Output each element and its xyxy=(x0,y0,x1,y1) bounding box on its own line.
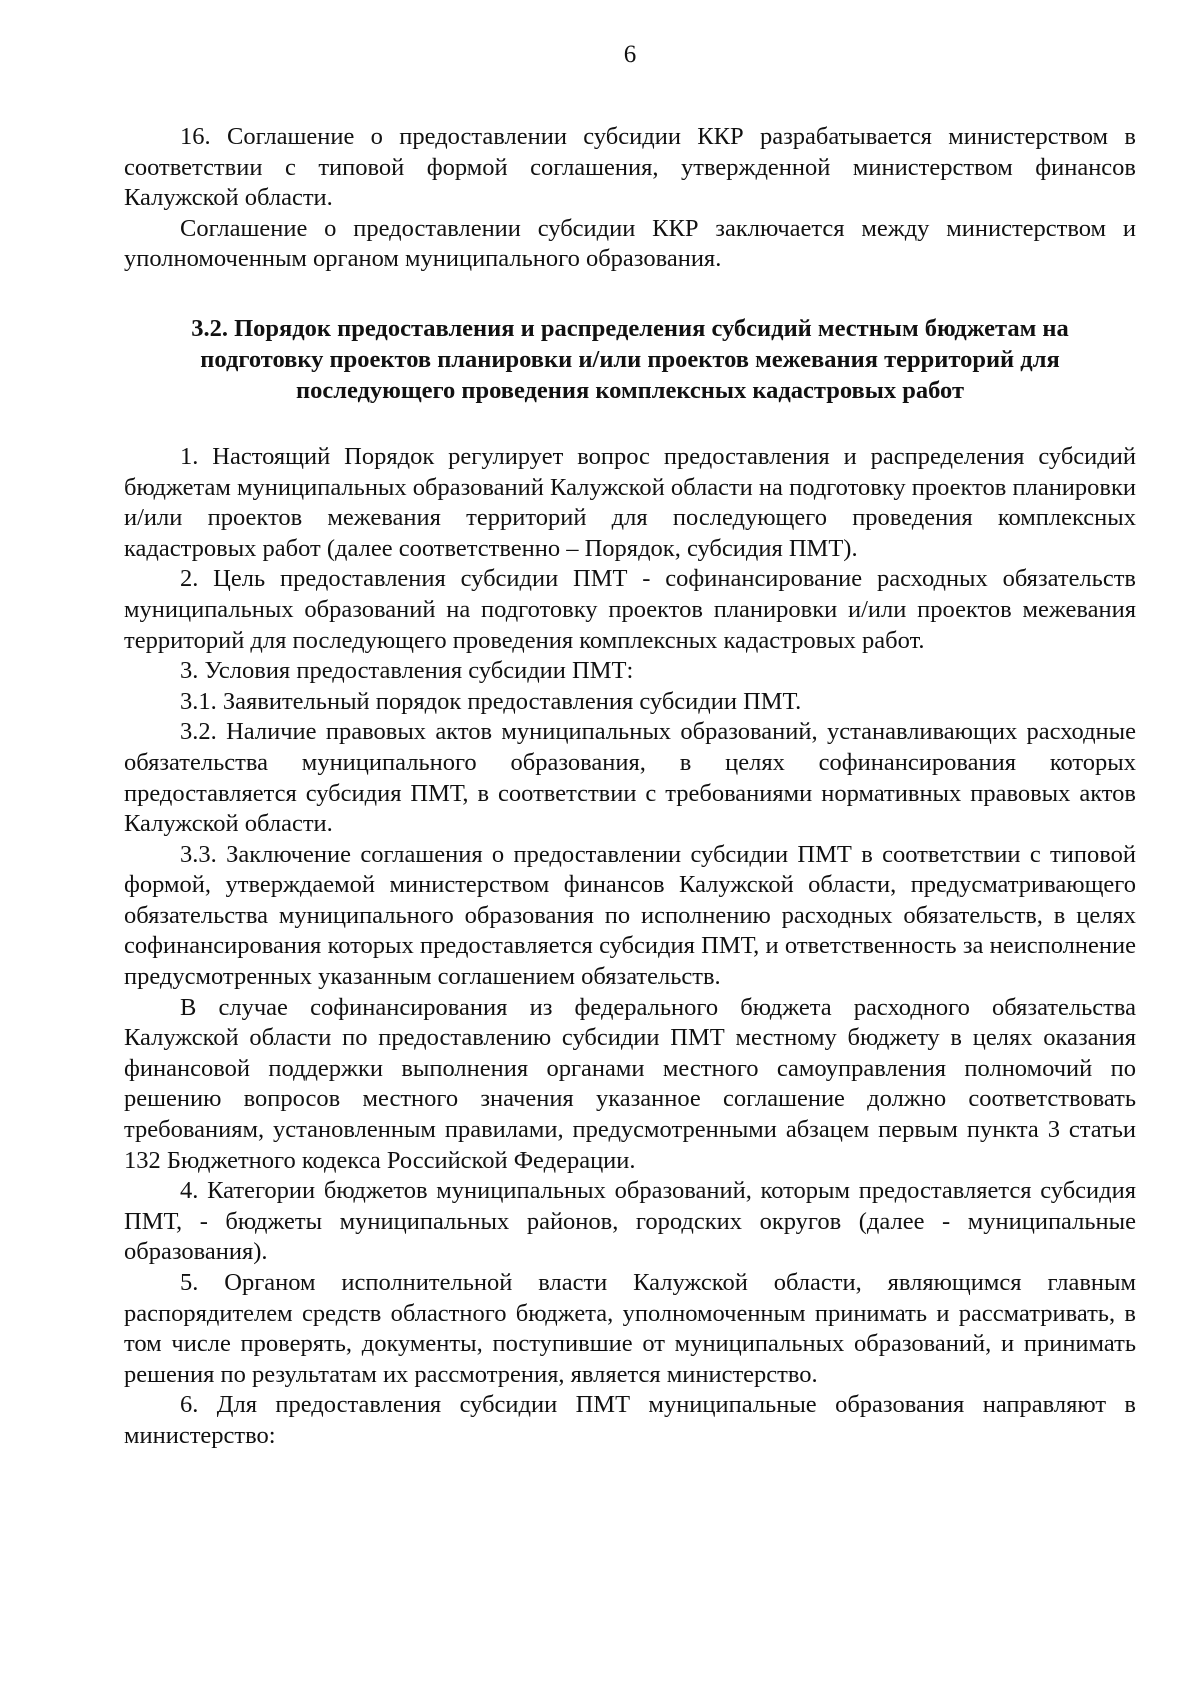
paragraph-3-3: 3.3. Заключение соглашения о предоставлении субсидии ПМТ в соответствии с типовой формой, утверждаемой министерством финансов Калужской области, предусматривающего обязательства муниципального образования по исполнению расходных обязательств, в целях софинансирования которых предоставляется субсидия ПМТ, и ответственность за неисполнение предусмотренных указанным соглашением обязательств. xyxy=(124,840,1136,991)
document-page xyxy=(124,40,1136,1452)
paragraph-3-1: 3.1. Заявительный порядок предоставления субсидии ПМТ. xyxy=(180,687,802,715)
paragraph-4: 4. Категории бюджетов муниципальных образований, которым предоставляется субсидия ПМТ, - бюджеты муниципальных районов, городских округов (далее - муниципальные образования). xyxy=(124,1177,1136,1266)
page-number: 6 xyxy=(623,41,637,68)
paragraph-16: 16. Соглашение о предоставлении субсидии ККР разрабатывается министерством в соответствии с типовой формой соглашения, утвержденной министерством финансов Калужской области. xyxy=(124,123,1136,212)
paragraph-3-2: 3.2. Наличие правовых актов муниципальных образований, устанавливающих расходные обязательства муниципального образования, в целях софинансирования которых предоставляется субсидия ПМТ, в соответствии с требованиями нормативных правовых актов Калужской области. xyxy=(124,718,1136,838)
paragraph-3: 3. Условия предоставления субсидии ПМТ: xyxy=(180,657,634,685)
paragraph-5: 5. Органом исполнительной власти Калужской области, являющимся главным распорядителем средств областного бюджета, уполномоченным принимать и рассматривать, в том числе проверять, документы, поступившие от муниципальных образований, и принимать решения по результатам их рассмотрения, является министерство. xyxy=(124,1269,1136,1388)
paragraph-agreement: Соглашение о предоставлении субсидии ККР заключается между министерством и уполномоченным органом муниципального образования. xyxy=(124,214,1136,273)
paragraph-federal: В случае софинансирования из федерального бюджета расходного обязательства Калужской области по предоставлению субсидии ПМТ местному бюджету в целях оказания финансовой поддержки выполнения органами местного самоуправления полномочий по решению вопросов местного значения указанное соглашение должно соответствовать требованиям, установленным правилами, предусмотренными абзацем первым пункта 3 статьи 132 Бюджетного кодекса Российской Федерации. xyxy=(124,993,1136,1174)
section-heading: 3.2. Порядок предоставления и распределения субсидий местным бюджетам на подготовку проектов планировки и/или проектов межевания территорий для последующего проведения комплексных кадастровых работ xyxy=(191,314,1069,404)
paragraph-1: 1. Настоящий Порядок регулирует вопрос предоставления и распределения субсидий бюджетам муниципальных образований Калужской области на подготовку проектов планировки и/или проектов межевания территорий для последующего проведения комплексных кадастровых работ (далее соответственно – Порядок, субсидия ПМТ). xyxy=(124,442,1136,562)
paragraph-6: 6. Для предоставления субсидии ПМТ муниципальные образования направляют в министерство: xyxy=(124,1391,1136,1449)
paragraph-2: 2. Цель предоставления субсидии ПМТ - софинансирование расходных обязательств муниципальных образований на подготовку проектов планировки и/или проектов межевания территорий для последующего проведения комплексных кадастровых работ. xyxy=(124,565,1136,654)
